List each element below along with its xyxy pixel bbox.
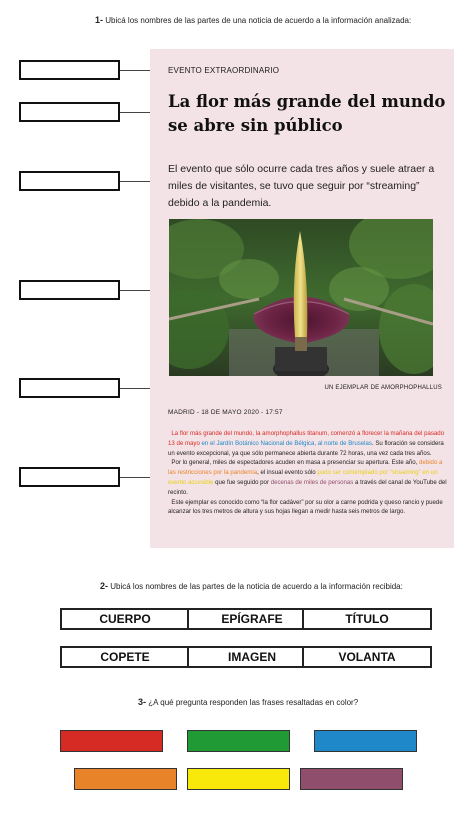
color-swatch-orange[interactable] — [74, 768, 177, 790]
body-text: que fue seguido por — [215, 478, 269, 486]
instruction-2 — [100, 581, 403, 591]
pointer-line-2 — [120, 112, 150, 113]
body-text: . Su floración se considera un evento excepcional, ya que sólo permanece abierta durante 72 horas, una vez cada tres años. — [168, 439, 444, 457]
pointer-line-4 — [120, 290, 150, 291]
article-epigrafe: UN EJEMPLAR DE AMORPHOPHALLUS — [324, 385, 442, 391]
highlight-purple: decenas de miles de personas — [270, 478, 354, 486]
instruction-1-text: Ubicá los nombres de las partes de una noticia de acuerdo a la información analizada: — [105, 16, 412, 25]
article-body — [168, 429, 448, 517]
color-swatch-green[interactable] — [187, 730, 290, 752]
answer-box-6[interactable] — [19, 467, 120, 487]
instruction-2-text: Ubicá los nombres de las partes de la noticia de acuerdo a la información recibida: — [110, 582, 403, 591]
news-article-card — [150, 49, 454, 548]
pointer-line-1 — [120, 70, 150, 71]
word-tile-titulo[interactable]: TÍTULO — [302, 608, 432, 630]
word-tile-epigrafe[interactable]: EPÍGRAFE — [187, 608, 317, 630]
body-paragraph-1 — [168, 429, 448, 458]
color-swatch-purple[interactable] — [300, 768, 403, 790]
body-text: , el insual evento sólo — [257, 469, 316, 477]
instruction-3-text: ¿A qué pregunta responden las frases resaltadas en color? — [148, 698, 359, 707]
answer-box-5[interactable] — [19, 378, 120, 398]
highlight-yellow: pudo ser contemplado por “streaming” en un evento accesible — [168, 469, 438, 486]
flower-photo — [169, 219, 433, 376]
body-text: Este ejemplar es conocido como “la flor cadáver” por su olor a carne podrida y queso rancio y puede alcanzar los tres metros de altura y sus hojas llegan a medir hasta seis metros de largo. — [168, 498, 443, 516]
article-title: La flor más grande del mundo se abre sin público — [168, 92, 446, 135]
article-dateline: MADRID - 18 DE MAYO 2020 - 17:57 — [168, 409, 283, 416]
highlight-blue: en el Jardín Botánico Nacional de Bélgica, al norte de Bruselas — [201, 439, 372, 447]
highlight-orange: debido a las restricciones por la pandemia — [168, 459, 443, 477]
answer-box-1[interactable] — [19, 60, 120, 80]
color-swatch-yellow[interactable] — [187, 768, 290, 790]
highlight-red: La flor más grande del mundo, la amorphophallus titanum, comenzó a florecer la mañana del pasado 13 de mayo — [168, 430, 445, 447]
answer-box-2[interactable] — [19, 102, 120, 122]
pointer-line-6 — [120, 477, 150, 478]
color-swatch-red[interactable] — [60, 730, 163, 752]
color-swatch-blue[interactable] — [314, 730, 417, 752]
instruction-3 — [138, 697, 358, 707]
answer-box-4[interactable] — [19, 280, 120, 300]
pointer-line-3 — [120, 181, 150, 182]
amorphophallus-flower-image — [169, 219, 433, 376]
body-text: a través del canal de YouTube del recinto. — [168, 478, 447, 496]
body-text: Por lo general, miles de espectadores acuden en masa a presenciar su apertura. Este año, — [171, 459, 418, 467]
instruction-3-number: 3- — [138, 697, 147, 707]
article-volanta: EVENTO EXTRAORDINARIO — [168, 66, 280, 75]
word-tile-cuerpo[interactable]: CUERPO — [60, 608, 190, 630]
instruction-2-number: 2- — [100, 581, 109, 591]
word-tile-copete[interactable]: COPETE — [60, 646, 190, 668]
word-tile-volanta[interactable]: VOLANTA — [302, 646, 432, 668]
answer-box-3[interactable] — [19, 171, 120, 191]
word-tile-imagen[interactable]: IMAGEN — [187, 646, 317, 668]
article-copete: El evento que sólo ocurre cada tres años y suele atraer a miles de visitantes, se tuvo que seguir por “streaming” debido a la pandemia. — [168, 163, 435, 209]
body-paragraph-3 — [168, 498, 448, 518]
instruction-1 — [95, 15, 411, 25]
body-paragraph-2 — [168, 458, 448, 497]
instruction-1-number: 1- — [95, 15, 104, 25]
